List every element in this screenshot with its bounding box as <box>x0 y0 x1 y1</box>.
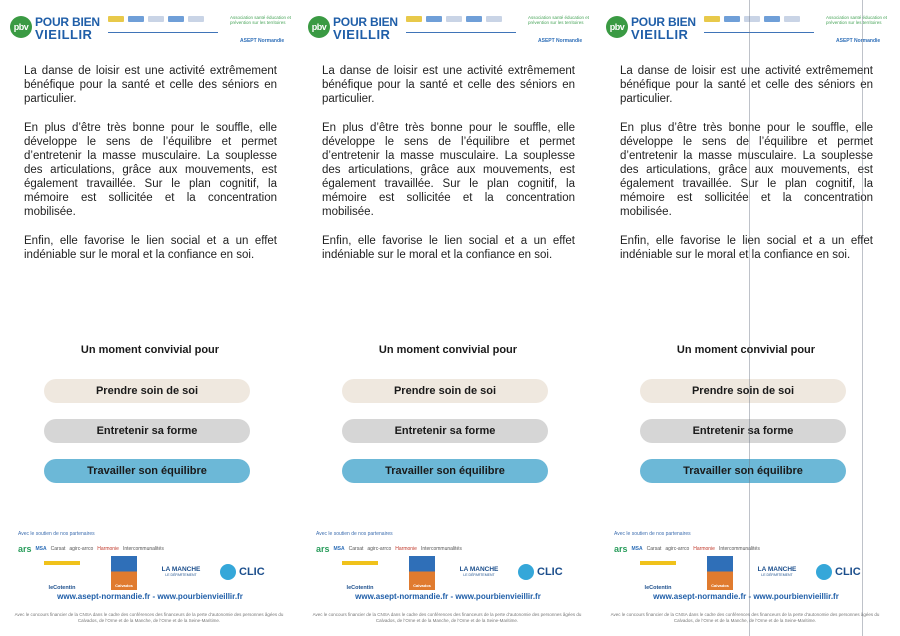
pill-prendre-soin: Prendre soin de soi <box>342 379 548 403</box>
partner-logo-icon <box>148 16 164 22</box>
agirc-arrco-logo: agirc-arrco <box>69 546 94 552</box>
body-text <box>620 64 873 277</box>
ars-logo: ars <box>316 544 330 554</box>
calvados-logo <box>111 556 137 590</box>
msa-logo: MSA <box>333 546 345 552</box>
partner-logos-row <box>316 541 578 557</box>
website-links[interactable]: www.asept-normandie.fr - www.pourbienvieillir.fr <box>57 592 243 601</box>
header-divider <box>406 32 516 33</box>
harmonie-logo: Harmonie <box>97 546 119 552</box>
carsat-logo: Carsat <box>646 546 662 552</box>
partner-logo-icon <box>128 16 144 22</box>
cotentin-label: leCotentin <box>48 585 76 591</box>
agirc-arrco-logo: agirc-arrco <box>367 546 392 552</box>
header <box>8 10 292 50</box>
cotentin-logo <box>342 561 378 591</box>
manche-sublabel: LE DÉPARTEMENT <box>165 573 197 577</box>
partner-logos-row <box>18 541 280 557</box>
calvados-label: Calvados <box>413 583 431 588</box>
fineprint: Avec le concours financier de la CNSA dans le cadre des conférences des financeurs de la perte d’autonomie des personnes âgées du Calvados, de l’Orne et de la Manche, de l’Orne et de la Seine-Maritime. <box>312 612 582 623</box>
asept-name: Association santé éducation et prévention sur les territoires <box>826 15 888 25</box>
asept-brand: ASEPT Normandie <box>240 38 285 44</box>
pill-entretenir-forme: Entretenir sa forme <box>44 419 250 443</box>
website-links[interactable]: www.asept-normandie.fr - www.pourbienvieillir.fr <box>653 592 839 601</box>
paragraph-2: En plus d’être très bonne pour le souffle, elle développe le sens de l’équilibre et permet d’entretenir la masse musculaire. La souplesse des articulations, grâce aux mouvements, est également travaillée. Sur le plan cognitif, la mémoire est sollicitée et la concentration mobilisée. <box>24 122 277 218</box>
pill-entretenir-forme: Entretenir sa forme <box>640 419 846 443</box>
calvados-label: Calvados <box>115 583 133 588</box>
paragraph-1: La danse de loisir est une activité extrêmement bénéfique pour la santé et celle des séniors en particulier. <box>322 65 575 105</box>
asept-brand: ASEPT Normandie <box>538 38 583 44</box>
manche-logo <box>752 566 802 577</box>
pill-travailler-equilibre: Travailler son équilibre <box>640 459 846 483</box>
intercommunalites-logo: Intercommunalités <box>420 546 462 552</box>
cotentin-logo <box>44 561 80 591</box>
scan-line <box>749 0 750 636</box>
manche-label: LA MANCHE <box>459 566 499 573</box>
partner-logo-icon <box>188 16 204 22</box>
pill-travailler-equilibre: Travailler son équilibre <box>342 459 548 483</box>
manche-logo <box>156 566 206 577</box>
partner-logos-row <box>614 541 876 557</box>
brand-name-line2: VIEILLIR <box>35 27 93 42</box>
partner-logos-main <box>328 556 578 590</box>
header <box>306 10 590 50</box>
header-partner-logos <box>406 16 502 22</box>
brand-name-line2: VIEILLIR <box>631 27 689 42</box>
header-partner-logos <box>704 16 800 22</box>
clic-icon <box>816 564 832 580</box>
partner-logo-icon <box>406 16 422 22</box>
partner-logo-icon <box>764 16 780 22</box>
paragraph-3: Enfin, elle favorise le lien social et a un effet indéniable sur le moral et la confiance en soi. <box>24 235 277 261</box>
clic-icon <box>220 564 236 580</box>
harmonie-logo: Harmonie <box>395 546 417 552</box>
moment-heading: Un moment convivial pour <box>378 344 518 356</box>
clic-icon <box>518 564 534 580</box>
msa-logo: MSA <box>631 546 643 552</box>
partner-logo-icon <box>168 16 184 22</box>
paragraph-1: La danse de loisir est une activité extrêmement bénéfique pour la santé et celle des séniors en particulier. <box>620 65 873 105</box>
clic-label: CLIC <box>537 566 563 578</box>
fineprint: Avec le concours financier de la CNSA dans le cadre des conférences des financeurs de la perte d’autonomie des personnes âgées du Calvados, de l’Orne et de la Manche, de l’Orne et de la Seine-Maritime. <box>610 612 880 623</box>
manche-label: LA MANCHE <box>161 566 201 573</box>
carsat-logo: Carsat <box>50 546 66 552</box>
asept-brand: ASEPT Normandie <box>836 38 881 44</box>
pill-travailler-equilibre: Travailler son équilibre <box>44 459 250 483</box>
calvados-logo <box>409 556 435 590</box>
paragraph-1: La danse de loisir est une activité extrêmement bénéfique pour la santé et celle des séniors en particulier. <box>24 65 277 105</box>
header-divider <box>108 32 218 33</box>
moment-heading: Un moment convivial pour <box>80 344 220 356</box>
clic-label: CLIC <box>835 566 861 578</box>
pill-prendre-soin: Prendre soin de soi <box>44 379 250 403</box>
cotentin-label: leCotentin <box>644 585 672 591</box>
support-label: Avec le soutien de nos partenaires <box>18 531 95 537</box>
ars-logo: ars <box>614 544 628 554</box>
paragraph-3: Enfin, elle favorise le lien social et a un effet indéniable sur le moral et la confiance en soi. <box>322 235 575 261</box>
paragraph-2: En plus d’être très bonne pour le souffle, elle développe le sens de l’équilibre et permet d’entretenir la masse musculaire. La souplesse des articulations, grâce aux mouvements, est également travaillée. Sur le plan cognitif, la mémoire est sollicitée et la concentration mobilisée. <box>322 122 575 218</box>
website-links[interactable]: www.asept-normandie.fr - www.pourbienvieillir.fr <box>355 592 541 601</box>
intercommunalites-logo: Intercommunalités <box>718 546 760 552</box>
pbv-logo-icon: pbv <box>308 16 330 38</box>
harmonie-logo: Harmonie <box>693 546 715 552</box>
clic-logo <box>518 562 570 584</box>
header-partner-logos <box>108 16 204 22</box>
header <box>604 10 888 50</box>
partner-logo-icon <box>446 16 462 22</box>
support-label: Avec le soutien de nos partenaires <box>614 531 691 537</box>
asept-name: Association santé éducation et prévention sur les territoires <box>528 15 590 25</box>
manche-sublabel: LE DÉPARTEMENT <box>761 573 793 577</box>
msa-logo: MSA <box>35 546 47 552</box>
ars-logo: ars <box>18 544 32 554</box>
agirc-arrco-logo: agirc-arrco <box>665 546 690 552</box>
calvados-logo <box>707 556 733 590</box>
brand-name-line1: POUR BIEN <box>631 15 696 29</box>
pill-prendre-soin: Prendre soin de soi <box>640 379 846 403</box>
partner-logo-icon <box>486 16 502 22</box>
clic-logo <box>816 562 868 584</box>
carsat-logo: Carsat <box>348 546 364 552</box>
pbv-logo-icon: pbv <box>606 16 628 38</box>
brand-name-line1: POUR BIEN <box>35 15 100 29</box>
calvados-label: Calvados <box>711 583 729 588</box>
paragraph-3: Enfin, elle favorise le lien social et a un effet indéniable sur le moral et la confiance en soi. <box>620 235 873 261</box>
partner-logo-icon <box>784 16 800 22</box>
manche-sublabel: LE DÉPARTEMENT <box>463 573 495 577</box>
pill-entretenir-forme: Entretenir sa forme <box>342 419 548 443</box>
manche-label: LA MANCHE <box>757 566 797 573</box>
header-divider <box>704 32 814 33</box>
body-text <box>24 64 277 277</box>
fineprint: Avec le concours financier de la CNSA dans le cadre des conférences des financeurs de la perte d’autonomie des personnes âgées du Calvados, de l’Orne et de la Manche, de l’Orne et de la Seine-Maritime. <box>14 612 284 623</box>
manche-logo <box>454 566 504 577</box>
support-label: Avec le soutien de nos partenaires <box>316 531 393 537</box>
cotentin-logo <box>640 561 676 591</box>
partner-logo-icon <box>108 16 124 22</box>
flyer-column-3 <box>596 0 896 636</box>
paragraph-2: En plus d’être très bonne pour le souffle, elle développe le sens de l’équilibre et permet d’entretenir la masse musculaire. La souplesse des articulations, grâce aux mouvements, est également travaillée. Sur le plan cognitif, la mémoire est sollicitée et la concentration mobilisée. <box>620 122 873 218</box>
intercommunalites-logo: Intercommunalités <box>122 546 164 552</box>
brand-name-line1: POUR BIEN <box>333 15 398 29</box>
partner-logo-icon <box>466 16 482 22</box>
moment-heading: Un moment convivial pour <box>676 344 816 356</box>
cotentin-label: leCotentin <box>346 585 374 591</box>
clic-label: CLIC <box>239 566 265 578</box>
brand-name-line2: VIEILLIR <box>333 27 391 42</box>
asept-name: Association santé éducation et prévention sur les territoires <box>230 15 292 25</box>
partner-logo-icon <box>426 16 442 22</box>
partner-logo-icon <box>744 16 760 22</box>
flyer-column-2 <box>298 0 598 636</box>
partner-logos-main <box>626 556 876 590</box>
partner-logo-icon <box>724 16 740 22</box>
partner-logos-main <box>30 556 280 590</box>
body-text <box>322 64 575 277</box>
scan-line <box>862 0 863 636</box>
partner-logo-icon <box>704 16 720 22</box>
clic-logo <box>220 562 272 584</box>
pbv-logo-icon: pbv <box>10 16 32 38</box>
flyer-column-1 <box>0 0 300 636</box>
